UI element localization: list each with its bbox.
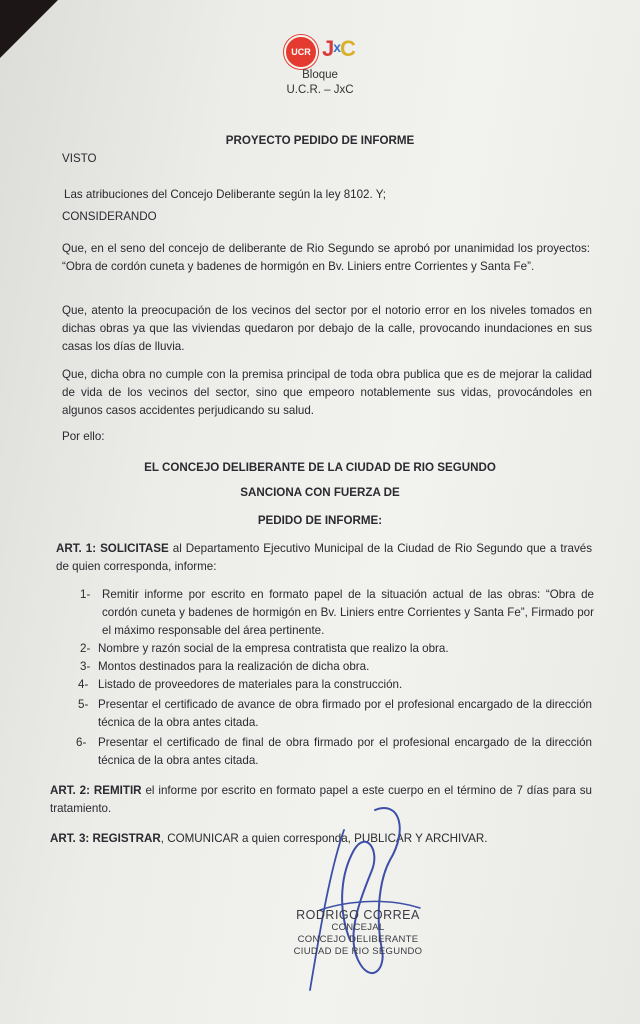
list-item-number: 6- [76,736,87,749]
list-item-text: Nombre y razón social de la empresa contratista que realizo la obra. [98,642,449,655]
article-2-text: el informe por escrito en formato papel a este cuerpo en el término de 7 días para su tratamiento. [50,784,592,815]
list-item-number: 3- [80,660,91,673]
document-title: PROYECTO PEDIDO DE INFORME [225,134,415,147]
paragraph-3: Que, dicha obra no cumple con la premisa principal de toda obra publica que es de mejorar la calidad de vida de los vecinos del sector, sino que empeoro notablemente sus vidas, provocándoles en algunos casos accidentes perjudicando su salud. [62,368,592,417]
list-item-number: 5- [78,698,89,711]
jxc-logo-x: x [333,39,341,55]
list-item-text: Presentar el certificado de final de obra firmado por el profesional encargado de la dirección técnica de la obra antes citada. [98,736,592,767]
list-item-number: 2- [80,642,91,655]
signer-role: CONCEJAL [331,922,385,933]
pedido-heading: PEDIDO DE INFORME: [257,514,383,527]
list-item-number: 4- [78,678,89,691]
list-item-text: Presentar el certificado de avance de obra firmado por el profesional encargado de la dirección técnica de la obra antes citada. [98,698,592,729]
list-item-text: Remitir informe por escrito en formato papel de la situación actual de las obras: “Obra de cordón cuneta y badenes de hormigón en Bv. Liniers entre Corrientes y Santa Fe”, Firmado por el máximo responsable del área pertinente. [102,588,594,637]
considerando-heading: CONSIDERANDO [62,210,157,223]
signer-body: CONCEJO DELIBERANTE [297,934,419,945]
council-heading: EL CONCEJO DELIBERANTE DE LA CIUDAD DE RIO SEGUNDO [144,461,496,474]
corner-shadow [0,0,58,58]
jxc-logo-j: J [322,36,334,61]
ucr-logo: UCR [284,35,318,69]
article-3-text: , COMUNICAR a quien corresponda, PUBLICAR Y ARCHIVAR. [160,832,488,845]
bloque-label: Bloque [302,69,338,81]
jxc-logo [322,36,355,62]
signer-name: RODRIGO CORREA [296,908,420,922]
list-item-text: Montos destinados para la realización de dicha obra. [98,660,370,673]
bloque-header [0,68,640,98]
por-ello: Por ello: [62,430,105,443]
list-item-number: 1- [80,588,91,601]
party-label: U.C.R. – JxC [286,84,354,96]
article-1-text: al Departamento Ejecutivo Municipal de la Ciudad de Rio Segundo que a través de quien corresponda, informe: [56,542,592,573]
article-1 [56,540,592,576]
visto-heading: VISTO [62,152,97,165]
jxc-logo-c: C [340,36,355,61]
sanciona-heading: SANCIONA CON FUERZA DE [240,486,400,499]
signer-city: CIUDAD DE RIO SEGUNDO [293,946,423,957]
visto-text: Las atribuciones del Concejo Deliberante según la ley 8102. Y; [64,188,386,201]
paragraph-1: Que, en el seno del concejo de deliberante de Rio Segundo se aprobó por unanimidad los proyectos: “Obra de cordón cuneta y badenes de hormigón en Bv. Liniers entre Corrientes y Santa Fe”. [62,242,590,273]
list-item-text: Listado de proveedores de materiales para la construcción. [98,678,403,691]
signature-block [268,908,448,958]
article-3-label: ART. 3: REGISTRAR [50,832,161,845]
article-2-label: ART. 2: REMITIR [50,784,142,797]
paragraph-2: Que, atento la preocupación de los vecinos del sector por el notorio error en los niveles tomados en dichas obras ya que las viviendas quedaron por debajo de la calle, provocando inundaciones en sus casas los días de lluvia. [62,304,592,353]
handwritten-signature [280,790,430,1000]
article-1-label: ART. 1: SOLICITASE [56,542,169,555]
party-logos [282,34,372,68]
